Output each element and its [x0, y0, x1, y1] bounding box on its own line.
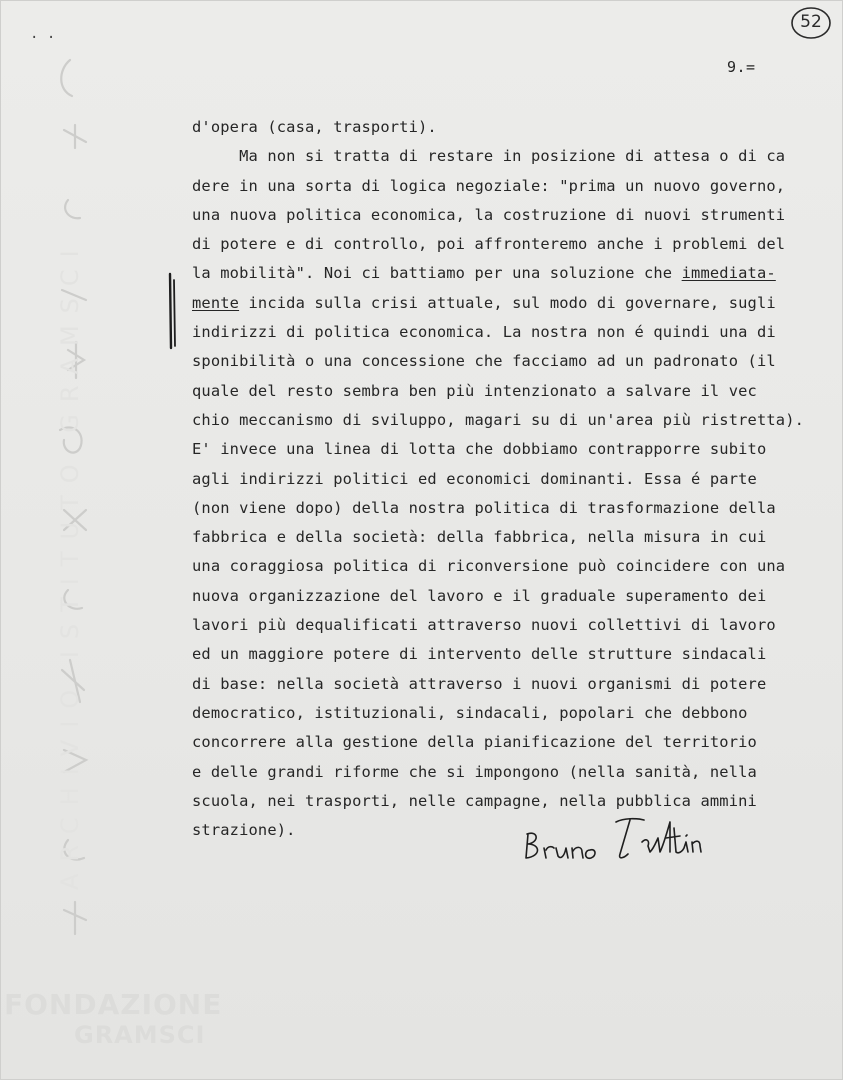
text-line: dere in una sorta di logica negoziale: "prima un nuovo governo,	[192, 176, 786, 195]
svg-text:ARCHIVIO ISTITUTO GRAMSCI: ARCHIVIO ISTITUTO GRAMSCI	[56, 238, 84, 890]
text-line: ed un maggiore potere di intervento delle strutture sindacali	[192, 645, 767, 664]
watermark	[4, 990, 222, 1050]
text-line: scuola, nei trasporti, nelle campagne, nella pubblica ammini	[192, 791, 757, 810]
text-line: la mobilità". Noi ci battiamo per una soluzione che immediata-	[192, 264, 776, 283]
archive-number-text: 52	[800, 12, 822, 32]
text-line: Ma non si tratta di restare in posizione di attesa o di ca	[192, 147, 786, 166]
text-line: strazione).	[192, 821, 296, 840]
text-line: nuova organizzazione del lavoro e il graduale superamento dei	[192, 586, 767, 605]
text-line: sponibilità o una concessione che facciamo ad un padronato (il	[192, 352, 776, 371]
text-line: d'opera (casa, trasporti).	[192, 118, 437, 136]
underlined-word: immediata-	[681, 264, 776, 283]
text-line: democratico, istituzionali, sindacali, popolari che debbono	[192, 703, 748, 722]
text-line: fabbrica e della società: della fabbrica, nella misura in cui	[192, 528, 767, 547]
text-line: indirizzi di politica economica. La nostra non é quindi una di	[192, 323, 776, 342]
text-line: lavori più dequalificati attraverso nuovi collettivi di lavoro	[192, 616, 776, 635]
text-line: E' invece una linea di lotta che dobbiamo contrapporre subito	[192, 440, 767, 459]
text-line: di base: nella società attraverso i nuovi organismi di potere	[192, 674, 767, 693]
text-line: una nuova politica economica, la costruzione di nuovi strumenti	[192, 205, 786, 224]
svg-text:Bruno Trentin: Bruno Trentin	[520, 866, 528, 867]
text-line: chio meccanismo di sviluppo, magari su di un'area più ristretta).	[192, 410, 805, 429]
text-line: agli indirizzi politici ed economici dominanti. Essa é parte	[192, 469, 757, 488]
text-line: concorrere alla gestione della pianificazione del territorio	[192, 733, 757, 752]
text-line: una coraggiosa politica di riconversione può coincidere con una	[192, 557, 786, 576]
text-line: e delle grandi riforme che si impongono (nella sanità, nella	[192, 762, 757, 781]
archive-stamp	[40, 30, 110, 990]
watermark-line-2: GRAMSCI	[74, 1021, 206, 1049]
body-text	[192, 113, 822, 845]
text-line: (non viene dopo) della nostra politica di trasformazione della	[192, 498, 776, 517]
archive-page-number	[789, 5, 833, 41]
page-number: 9.=	[727, 58, 756, 76]
text-line: di potere e di controllo, poi affronteremo anche i problemi del	[192, 235, 786, 254]
paper-specks: . .	[30, 26, 56, 42]
handwritten-signature	[520, 808, 720, 868]
underlined-word: mente	[192, 293, 240, 312]
text-line: mente incida sulla crisi attuale, sul modo di governare, sugli	[192, 293, 776, 312]
watermark-line-1: FONDAZIONE	[4, 988, 223, 1021]
margin-bar-mark	[166, 272, 180, 352]
text-line: quale del resto sembra ben più intenzionato a salvare il vec	[192, 381, 757, 400]
